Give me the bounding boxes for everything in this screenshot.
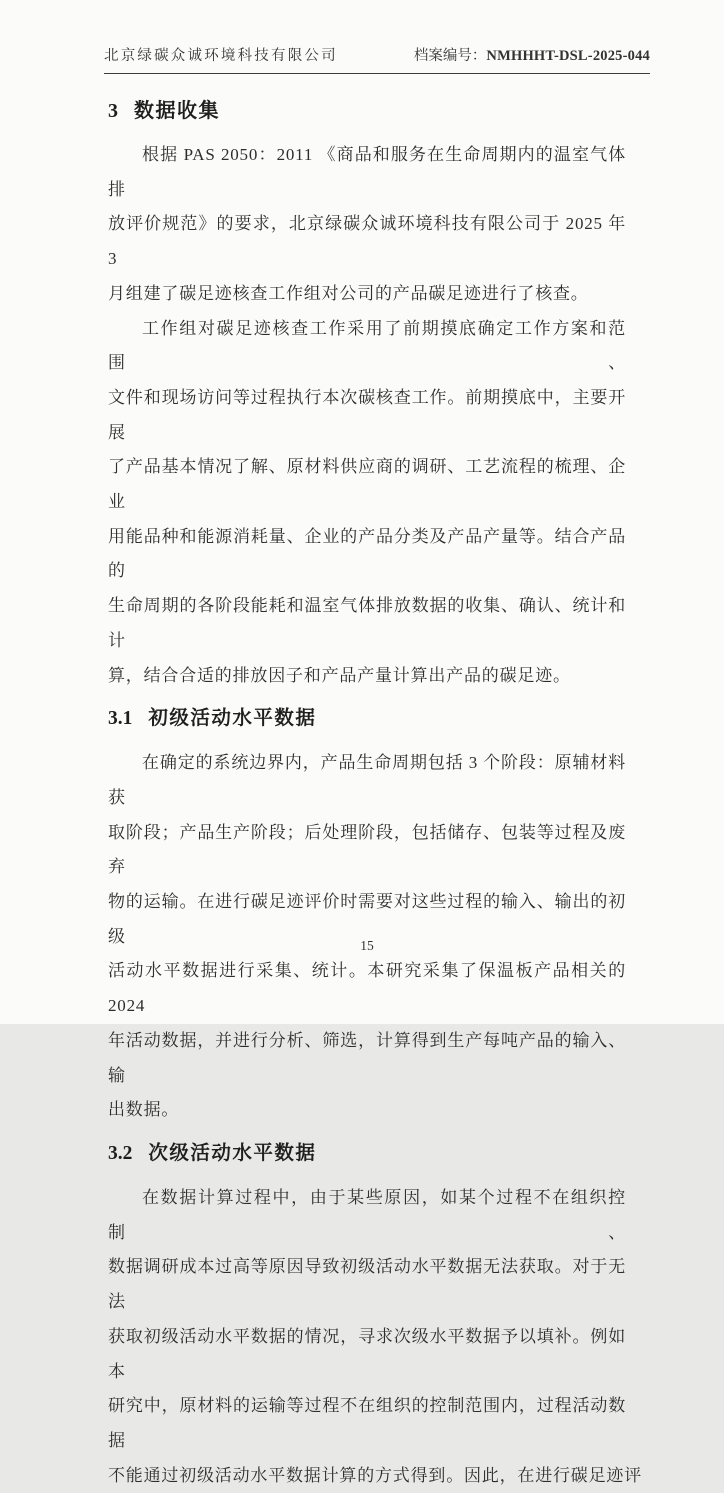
paragraph-line: 放评价规范》的要求，北京绿碳众诚环境科技有限公司于 2025 年 3 [108,214,626,269]
paragraph-line: 文件和现场访问等过程执行本次碳核查工作。前期摸底中，主要开展 [108,387,626,442]
company-name: 北京绿碳众诚环境科技有限公司 [104,48,338,64]
archive-label: 档案编号： [413,48,487,64]
archive-number [414,46,650,66]
section-number: 3.1 [108,708,133,730]
paragraph-line: 物的运输。在进行碳足迹评价时需要对这些过程的输入、输出的初级 [108,892,626,946]
paragraph-line: 用能品种和能源消耗量、企业的产品分类及产品产量等。结合产品的 [108,526,626,581]
section-number: 3 [108,100,118,122]
paragraph-line: 生命周期的各阶段能耗和温室气体排放数据的收集、确认、统计和计 [108,596,626,650]
page-number: 15 [360,938,374,953]
section-title: 次级活动水平数据 [148,1142,317,1164]
paragraph-line: 月组建了碳足迹核查工作组对公司的产品碳足迹进行了核查。 [108,283,589,303]
paragraph-line: 算，结合合适的排放因子和产品产量计算出产品的碳足迹。 [108,665,571,685]
paragraph-line: 了产品基本情况了解、原材料供应商的调研、工艺流程的梳理、企业 [108,457,626,512]
section-number: 3.2 [108,1142,133,1164]
paragraph-line: 出数据。 [108,1100,180,1120]
paragraph-line: 工作组对碳足迹核查工作采用了前期摸底确定工作方案和范围、 [108,318,626,373]
paragraph-line: 获取初级活动水平数据的情况，寻求次级水平数据予以填补。例如本 [108,1326,626,1381]
section-title: 初级活动水平数据 [148,708,317,730]
paragraph-line: 在数据计算过程中，由于某些原因，如某个过程不在组织控制、 [108,1187,626,1242]
document-body [108,90,642,1493]
page-header [104,46,650,74]
section-heading [108,706,626,732]
paragraph [108,138,626,312]
section-heading [108,1141,626,1167]
paragraph-line: 数据调研成本过高等原因导致初级活动水平数据无法获取。对于无法 [108,1257,626,1312]
paragraph-line: 研究中，原材料的运输等过程不在组织的控制范围内，过程活动数据 [108,1396,626,1450]
archive-code: NMHHHT-DSL-2025-044 [486,48,650,64]
paragraph [108,1181,642,1493]
paragraph-line: 活动水平数据进行采集、统计。本研究采集了保温板产品相关的 2024 [108,961,626,1016]
section-heading [108,98,626,124]
paragraph [108,312,626,694]
paragraph-line: 根据 PAS 2050：2011 《商品和服务在生命周期内的温室气体排 [108,145,626,199]
page-footer [108,938,626,954]
paragraph-line: 不能通过初级活动水平数据计算的方式得到。因此，在进行碳足迹评 [108,1465,642,1485]
paragraph-line: 在确定的系统边界内，产品生命周期包括 3 个阶段：原辅材料获 [108,753,626,807]
paragraph-line: 取阶段；产品生产阶段；后处理阶段，包括储存、包装等过程及废弃 [108,822,626,877]
paragraph-line: 年活动数据，并进行分析、筛选，计算得到生产每吨产品的输入、输 [108,1030,626,1085]
section-title: 数据收集 [134,100,220,122]
